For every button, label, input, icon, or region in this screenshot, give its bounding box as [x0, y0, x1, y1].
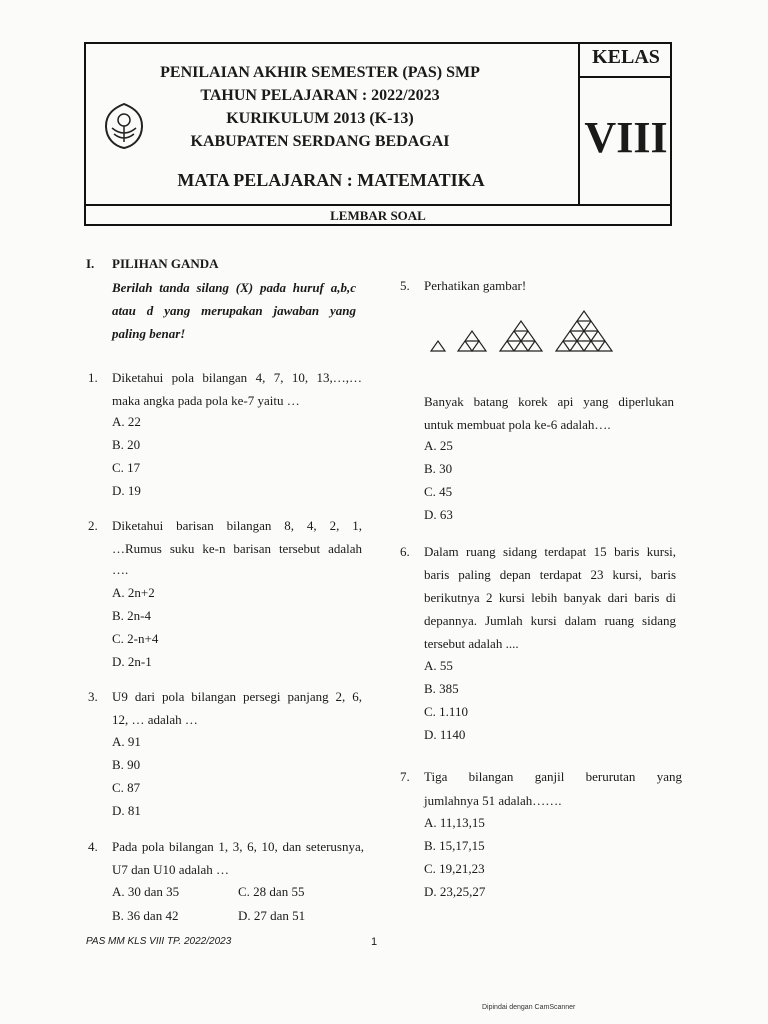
matchstick-triangle-pattern	[428, 308, 618, 354]
answer-option[interactable]: B. 15,17,15	[424, 838, 485, 853]
header-box	[84, 42, 672, 226]
question-number: 4.	[88, 839, 98, 854]
answer-option[interactable]: D. 23,25,27	[424, 884, 486, 899]
question-text: berikutnya 2 kursi lebih banyak dari baris di	[424, 590, 676, 605]
question-text: U7 dan U10 adalah …	[112, 862, 229, 877]
answer-option[interactable]: A. 22	[112, 414, 141, 429]
footer-code: PAS MM KLS VIII TP. 2022/2023	[86, 936, 232, 947]
exam-title: PENILAIAN AKHIR SEMESTER (PAS) SMP	[160, 64, 480, 81]
question-text: Tiga bilangan ganjil berurutan yang	[424, 769, 682, 784]
answer-option[interactable]: D. 1140	[424, 727, 466, 742]
question-text: 12, … adalah …	[112, 712, 198, 727]
answer-option[interactable]: D. 27 dan 51	[238, 908, 306, 923]
answer-option[interactable]: D. 63	[424, 507, 453, 522]
answer-option[interactable]: D. 19	[112, 483, 141, 498]
question-text: depannya. Jumlah kursi dalam ruang sidang	[424, 613, 676, 628]
question-text: untuk membuat pola ke-6 adalah….	[424, 417, 611, 432]
instruction-line: Berilah tanda silang (X) pada huruf a,b,c	[112, 280, 356, 295]
answer-option[interactable]: A. 55	[424, 658, 453, 673]
pattern-2	[458, 331, 486, 351]
answer-option[interactable]: A. 25	[424, 438, 453, 453]
answer-option[interactable]: C. 19,21,23	[424, 861, 485, 876]
question-number: 5.	[400, 278, 410, 293]
answer-option[interactable]: C. 1.110	[424, 704, 468, 719]
subject-title: MATA PELAJARAN : MATEMATIKA	[177, 170, 485, 190]
question-text: U9 dari pola bilangan persegi panjang 2, 6,	[112, 689, 362, 704]
answer-option[interactable]: B. 90	[112, 757, 141, 772]
question-number: 6.	[400, 544, 410, 559]
question-number: 7.	[400, 769, 410, 784]
section-number: I.	[86, 256, 95, 271]
question-text: tersebut adalah ....	[424, 636, 519, 651]
curriculum: KURIKULUM 2013 (K-13)	[226, 110, 414, 127]
pattern-4	[556, 311, 612, 351]
answer-option[interactable]: A. 30 dan 35	[112, 884, 180, 899]
answer-option[interactable]: D. 2n-1	[112, 654, 152, 669]
answer-option[interactable]: B. 30	[424, 461, 453, 476]
divider	[580, 76, 672, 78]
regency: KABUPATEN SERDANG BEDAGAI	[190, 133, 450, 150]
question-text: ….	[112, 562, 129, 577]
question-text: Dalam ruang sidang terdapat 15 baris kursi,	[424, 544, 676, 559]
question-number: 2.	[88, 518, 98, 533]
scanner-watermark: Dipindai dengan CamScanner	[482, 1004, 576, 1011]
question-text: …Rumus suku ke-n barisan tersebut adalah	[112, 541, 362, 556]
sheet-title: LEMBAR SOAL	[330, 208, 426, 223]
answer-option[interactable]: B. 385	[424, 681, 459, 696]
question-text: Diketahui barisan bilangan 8, 4, 2, 1,	[112, 518, 362, 533]
answer-option[interactable]: B. 36 dan 42	[112, 908, 179, 923]
question-text: Diketahui pola bilangan 4, 7, 10, 13,…,…	[112, 370, 362, 385]
academic-year: TAHUN PELAJARAN : 2022/2023	[200, 87, 440, 104]
kelas-value: VIII	[584, 113, 668, 162]
question-text: jumlahnya 51 adalah…….	[424, 793, 562, 808]
answer-option[interactable]: A. 91	[112, 734, 141, 749]
question-text: Perhatikan gambar!	[424, 278, 527, 293]
pattern-1	[431, 341, 445, 351]
kelas-label: KELAS	[592, 46, 660, 68]
answer-option[interactable]: B. 20	[112, 437, 141, 452]
page-number: 1	[371, 936, 378, 948]
question-text: baris paling depan terdapat 23 kursi, baris	[424, 567, 676, 582]
answer-option[interactable]: C. 17	[112, 460, 141, 475]
section-title: PILIHAN GANDA	[112, 256, 219, 271]
answer-option[interactable]: C. 87	[112, 780, 141, 795]
answer-option[interactable]: B. 2n-4	[112, 608, 151, 623]
instruction-line: atau d yang merupakan jawaban yang	[112, 303, 356, 318]
divider	[86, 204, 670, 206]
answer-option[interactable]: A. 11,13,15	[424, 815, 485, 830]
question-text: Banyak batang korek api yang diperlukan	[424, 394, 674, 409]
question-number: 1.	[88, 370, 98, 385]
instruction-line: paling benar!	[112, 326, 186, 341]
answer-option[interactable]: A. 2n+2	[112, 585, 155, 600]
question-text: Pada pola bilangan 1, 3, 6, 10, dan seterusnya,	[112, 839, 364, 854]
answer-option[interactable]: C. 45	[424, 484, 453, 499]
question-number: 3.	[88, 689, 98, 704]
answer-option[interactable]: C. 2-n+4	[112, 631, 159, 646]
answer-option[interactable]: D. 81	[112, 803, 141, 818]
pattern-3	[500, 321, 542, 351]
answer-option[interactable]: C. 28 dan 55	[238, 884, 305, 899]
question-text: maka angka pada pola ke-7 yaitu …	[112, 393, 300, 408]
kelas-box	[578, 44, 672, 204]
